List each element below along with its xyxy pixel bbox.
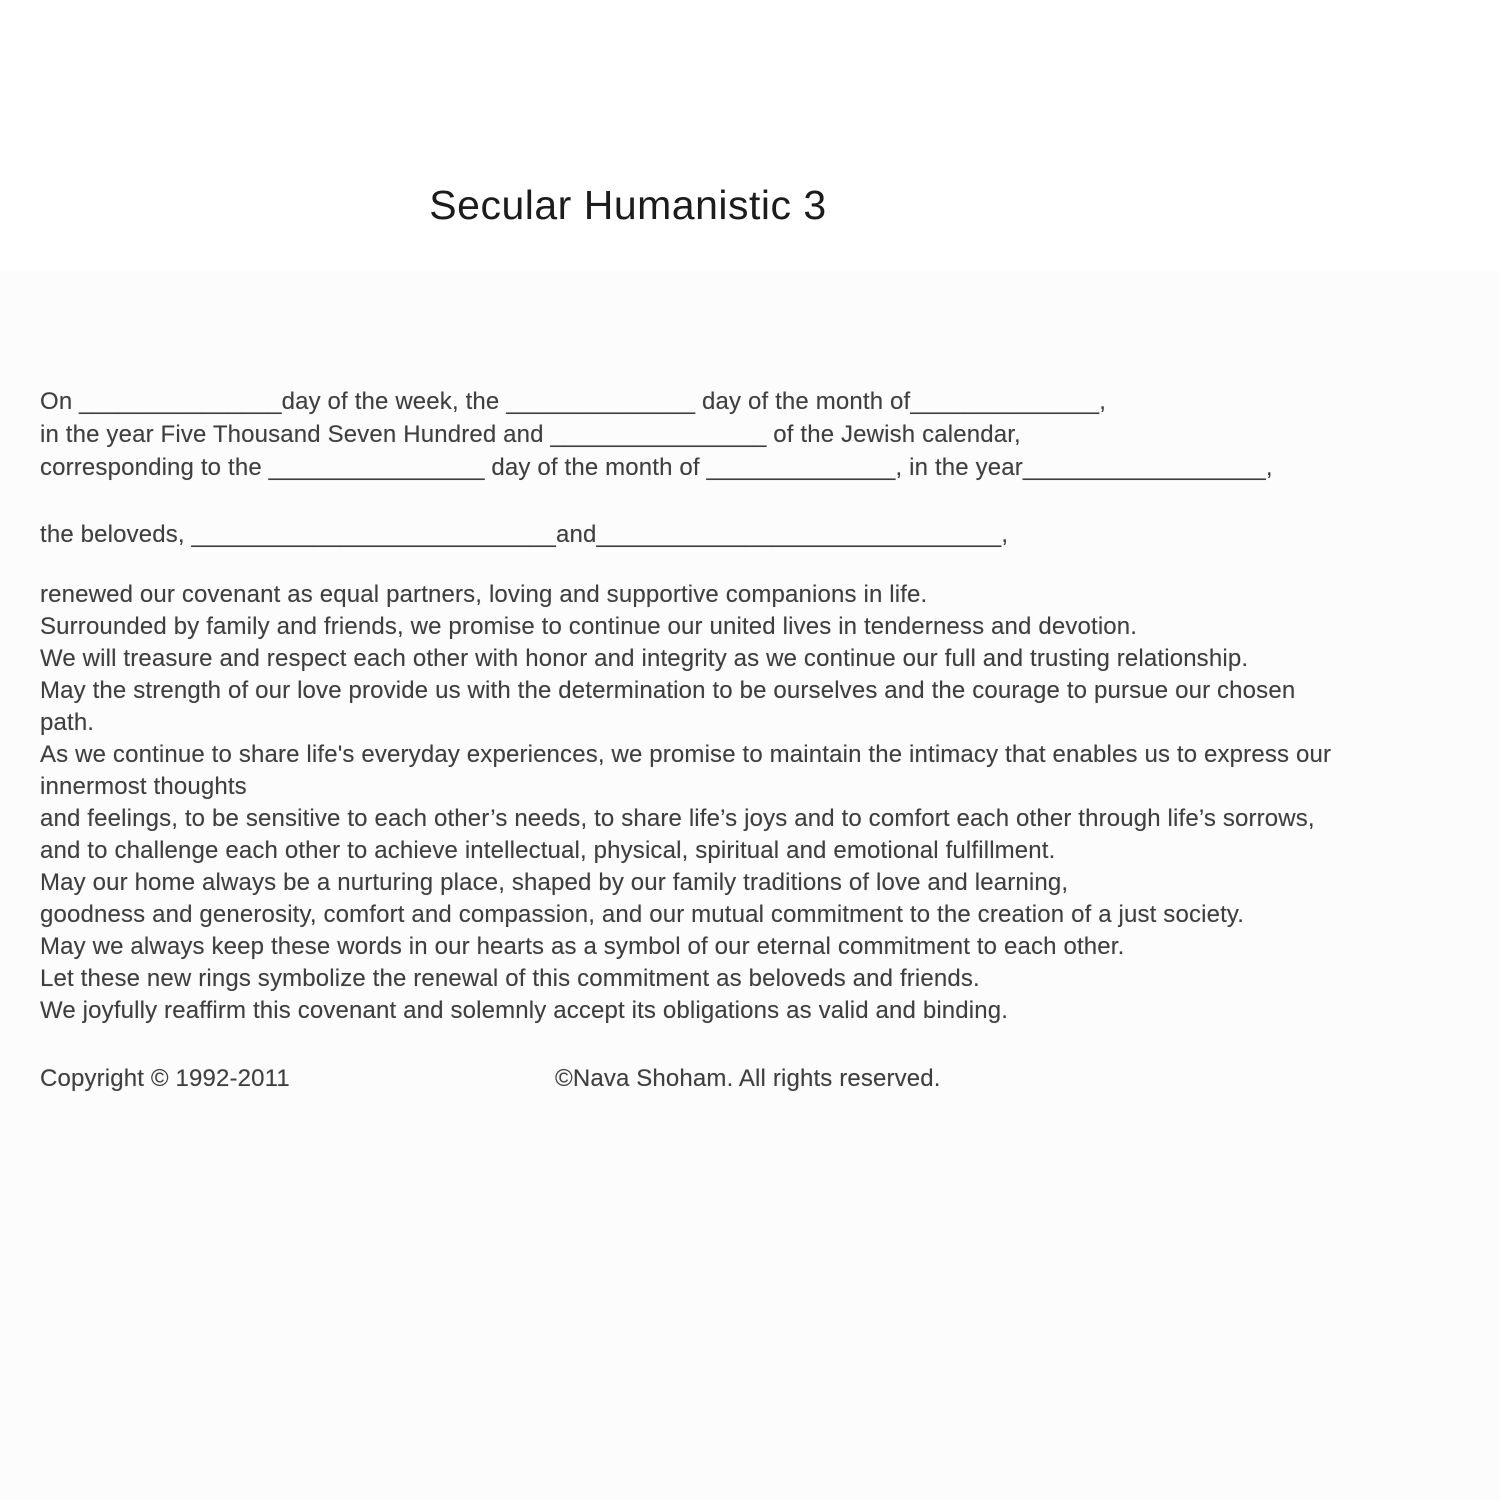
copyright-footer <box>40 1062 1460 1095</box>
vow-line: May we always keep these words in our hearts as a symbol of our eternal commitment to each other. <box>40 933 1125 960</box>
date-line: corresponding to the ________________ day of the month of ______________, in the year__________________, <box>40 454 1273 481</box>
date-fill-in-block <box>40 385 1273 484</box>
rights-reserved-text: ©Nava Shoham. All rights reserved. <box>555 1065 941 1092</box>
covenant-text-block <box>40 579 1331 1027</box>
vow-line: path. <box>40 709 95 736</box>
vow-line: Surrounded by family and friends, we promise to continue our united lives in tenderness and devotion. <box>40 613 1138 640</box>
vow-line: innermost thoughts <box>40 773 247 800</box>
page-title: Secular Humanistic 3 <box>429 182 827 228</box>
vow-line: May our home always be a nurturing place, shaped by our family traditions of love and learning, <box>40 869 1069 896</box>
beloveds-line: the beloveds, ___________________________and______________________________, <box>40 521 1009 548</box>
vow-line: and to challenge each other to achieve intellectual, physical, spiritual and emotional fulfillment. <box>40 837 1056 864</box>
vow-line: Let these new rings symbolize the renewal of this commitment as beloveds and friends. <box>40 965 980 992</box>
beloveds-fill-in-block <box>40 518 1008 551</box>
vow-line: We joyfully reaffirm this covenant and solemnly accept its obligations as valid and binding. <box>40 997 1009 1024</box>
copyright-text: Copyright © 1992-2011 <box>40 1065 290 1092</box>
vow-line: goodness and generosity, comfort and compassion, and our mutual commitment to the creation of a just society. <box>40 901 1245 928</box>
date-line: On _______________day of the week, the ______________ day of the month of______________, <box>40 388 1107 415</box>
vow-line: and feelings, to be sensitive to each other’s needs, to share life’s joys and to comfort each other through life’s sorrows, <box>40 805 1315 832</box>
vow-line: We will treasure and respect each other with honor and integrity as we continue our full and trusting relationship. <box>40 645 1249 672</box>
date-line: in the year Five Thousand Seven Hundred and ________________ of the Jewish calendar, <box>40 421 1021 448</box>
vow-line: renewed our covenant as equal partners, loving and supportive companions in life. <box>40 581 928 608</box>
vow-line: May the strength of our love provide us with the determination to be ourselves and the courage to pursue our chosen <box>40 677 1296 704</box>
vow-line: As we continue to share life's everyday experiences, we promise to maintain the intimacy that enables us to express our <box>40 741 1332 768</box>
